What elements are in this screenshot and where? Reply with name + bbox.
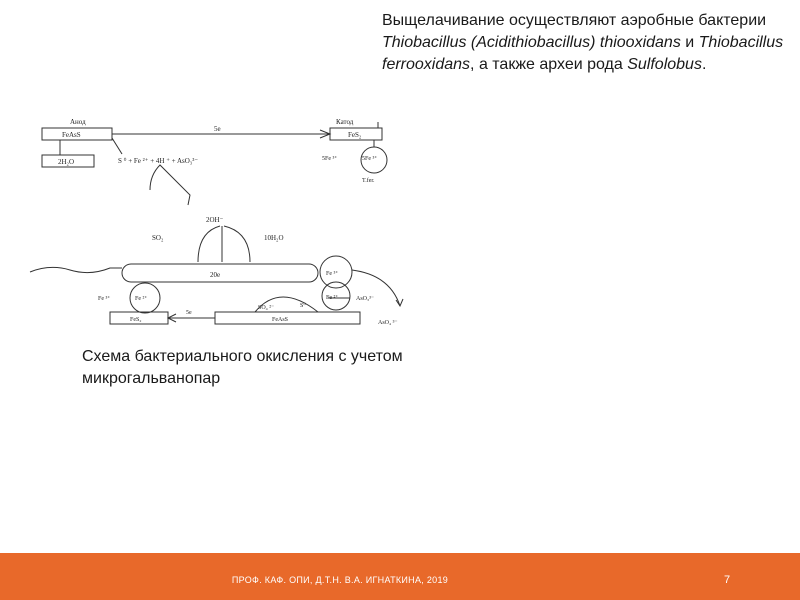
intro-text-4: . (701, 56, 707, 73)
fes2-box-text: FeS₂ (130, 317, 142, 323)
so2-label: SO₂ (152, 234, 164, 242)
intro-text-1: Выщелачивание осуществляют аэробные бактерии (382, 12, 767, 29)
fe-left-text: 5Fe ³⁺ (322, 156, 338, 162)
water-box-text: 2H₂O (58, 158, 75, 166)
anode-label: Анод (70, 118, 86, 126)
intro-text-3: , а также археи рода (470, 56, 628, 73)
fe-cycle-text: 5Fe ³⁺ (362, 156, 378, 162)
fe3-top-label: Fe ³⁺ (326, 271, 339, 277)
ferro-label: T.fer. (362, 178, 375, 184)
genus-ferrooxidans: Thiobacillus ferrooxidans (382, 34, 784, 73)
bacterium-flagellum (30, 267, 122, 272)
genus-sulfolobus: Sulfolobus (627, 56, 702, 73)
aso4-label: AsO₄ ³⁻ (378, 320, 398, 326)
top-squiggle (150, 165, 190, 205)
anode-products-text: S ⁰ + Fe ²⁺ + 4H ⁺ + AsO₃³⁻ (118, 157, 199, 165)
s0-label: S⁰ (300, 303, 306, 309)
fe-left-outer-label: Fe ³⁺ (98, 296, 111, 302)
oh-label: 2OH⁻ (206, 216, 224, 224)
electron-bar-label: 20e (210, 271, 221, 279)
electrons-label: 5e (214, 125, 221, 133)
diagram-caption: Схема бактериального окисления с учетом микрогальванопар (82, 348, 403, 387)
aso3-label: AsO₃³⁻ (356, 296, 375, 302)
fe-left-circle-label: Fe ²⁺ (135, 296, 148, 302)
fe-right-label: Fe ²⁺ (326, 295, 339, 301)
anode-box-text: FeAsS (62, 131, 81, 139)
cathode-label: Катод (336, 118, 354, 126)
footer-text: ПРОФ. КАФ. ОПИ, Д.Т.Н. В.А. ИГНАТКИНА, 2019 (231, 575, 449, 585)
oh-arc-right (224, 226, 250, 262)
bottom-electrons-label: 5e (186, 310, 192, 316)
page-number: 7 (724, 574, 731, 586)
oh-arc-left (198, 226, 220, 262)
genus-thiooxidans: Thiobacillus (Acidithiobacillus) thiooxidans (382, 34, 681, 51)
water-label: 10H₂O (264, 234, 284, 242)
cathode-box-text: FeS₂ (348, 131, 362, 139)
feass-box-text: FeAsS (272, 317, 289, 323)
so4-label: SO₄ ²⁻ (258, 305, 275, 311)
intro-text-2: и (680, 34, 699, 51)
aso-arrow (396, 299, 403, 306)
